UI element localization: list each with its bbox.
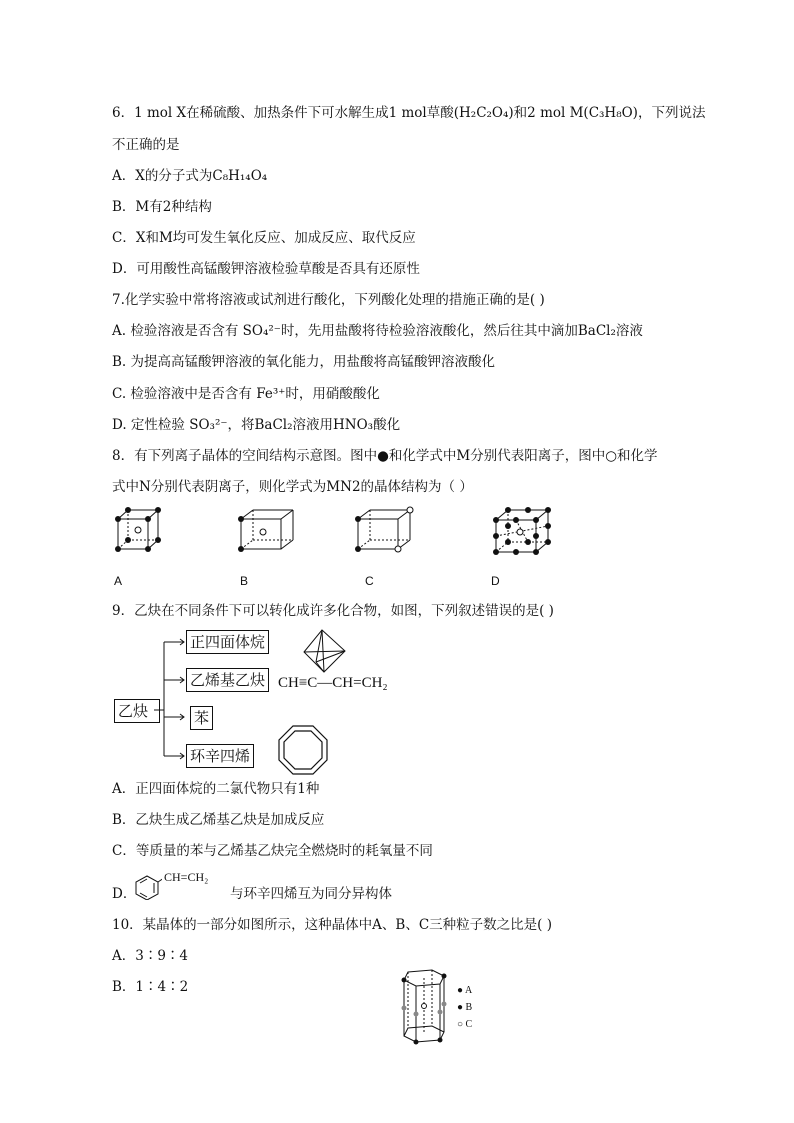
product-cyclooctatetraene-box: 环辛四烯 [186,744,254,768]
product-tetrahedrane-box: 正四面体烷 [186,630,269,654]
q6-option-a: A．X的分子式为C₈H₁₄O₄ [112,168,268,184]
q6-option-d: D．可用酸性高锰酸钾溶液检验草酸是否具有还原性 [112,261,420,277]
q7-option-a: A. 检验溶液是否含有 SO₄²⁻时，先用盐酸将待检验溶液酸化，然后往其中滴加BaCl₂溶液 [112,323,643,339]
source-acetylene-box: 乙炔 [114,699,160,723]
crystal-label-a: A [114,574,123,588]
q7-stem: 7.化学实验中常将溶液或试剂进行酸化，下列酸化处理的措施正确的是( ) [112,292,545,308]
q10-option-b: B．1∶4∶2 [112,979,189,995]
q7-option-c: C. 检验溶液中是否含有 Fe³⁺时，用硝酸酸化 [112,386,380,402]
q6-option-b: B．M有2种结构 [112,199,212,215]
q6-stem-line1: 6．1 mol X在稀硫酸、加热条件下可水解生成1 mol草酸(H₂C₂O₄)和2 mol M(C₃H₈O)，下列说法 [112,105,706,121]
styrene-vinyl-label: CH=CH₂ [164,870,209,884]
q9-option-d-text: 与环辛四烯互为同分异构体 [230,886,392,902]
q8-stem-line1: 8．有下列离子晶体的空间结构示意图。图中●和化学式中M分别代表阳离子，图中○和化学 [112,448,658,464]
q6-stem-line2: 不正确的是 [112,137,180,153]
legend-c: ○ C [457,1019,473,1030]
product-vinylacetylene-box: 乙烯基乙炔 [186,668,269,692]
cyclooctatetraene-structure [276,723,330,777]
q9-option-d-prefix: D． [112,886,137,902]
crystal-structure-b [235,506,297,556]
tetrahedrane-structure [302,627,348,675]
crystal-label-c: C [365,574,374,588]
q9-option-a: A．正四面体烷的二氯代物只有1种 [112,781,320,797]
hexagonal-crystal-figure [396,966,454,1046]
q7-option-d: D. 定性检验 SO₃²⁻，将BaCl₂溶液用HNO₃酸化 [112,417,401,433]
crystal-structure-c [352,506,414,556]
legend-a: ● A [457,985,473,996]
q6-option-c: C．X和M均可发生氧化反应、加成反应、取代反应 [112,230,416,246]
q9-stem: 9．乙炔在不同条件下可以转化成许多化合物，如图，下列叙述错误的是( ) [112,603,554,619]
vinylacetylene-formula: CH≡C—CH=CH₂ [278,675,388,691]
product-benzene-box: 苯 [190,706,213,730]
q9-option-c: C．等质量的苯与乙烯基乙炔完全燃烧时的耗氧量不同 [112,843,433,859]
q10-option-a: A．3∶9∶4 [112,948,189,964]
crystal-label-d: D [491,574,500,588]
legend-b: ● B [457,1002,473,1013]
q9-option-b: B．乙炔生成乙烯基乙炔是加成反应 [112,812,325,828]
q8-stem-line2: 式中N分别代表阴离子，则化学式为MN2的晶体结构为（ ） [112,479,473,495]
crystal-structure-d [490,506,552,558]
crystal-label-b: B [240,574,249,588]
q7-option-b: B. 为提高高锰酸钾溶液的氧化能力，用盐酸将高锰酸钾溶液酸化 [112,354,496,370]
benzene-ring-structure [132,874,162,900]
q10-stem: 10．某晶体的一部分如图所示，这种晶体中A、B、C三种粒子数之比是( ) [112,917,553,933]
crystal-structure-a [112,506,162,556]
